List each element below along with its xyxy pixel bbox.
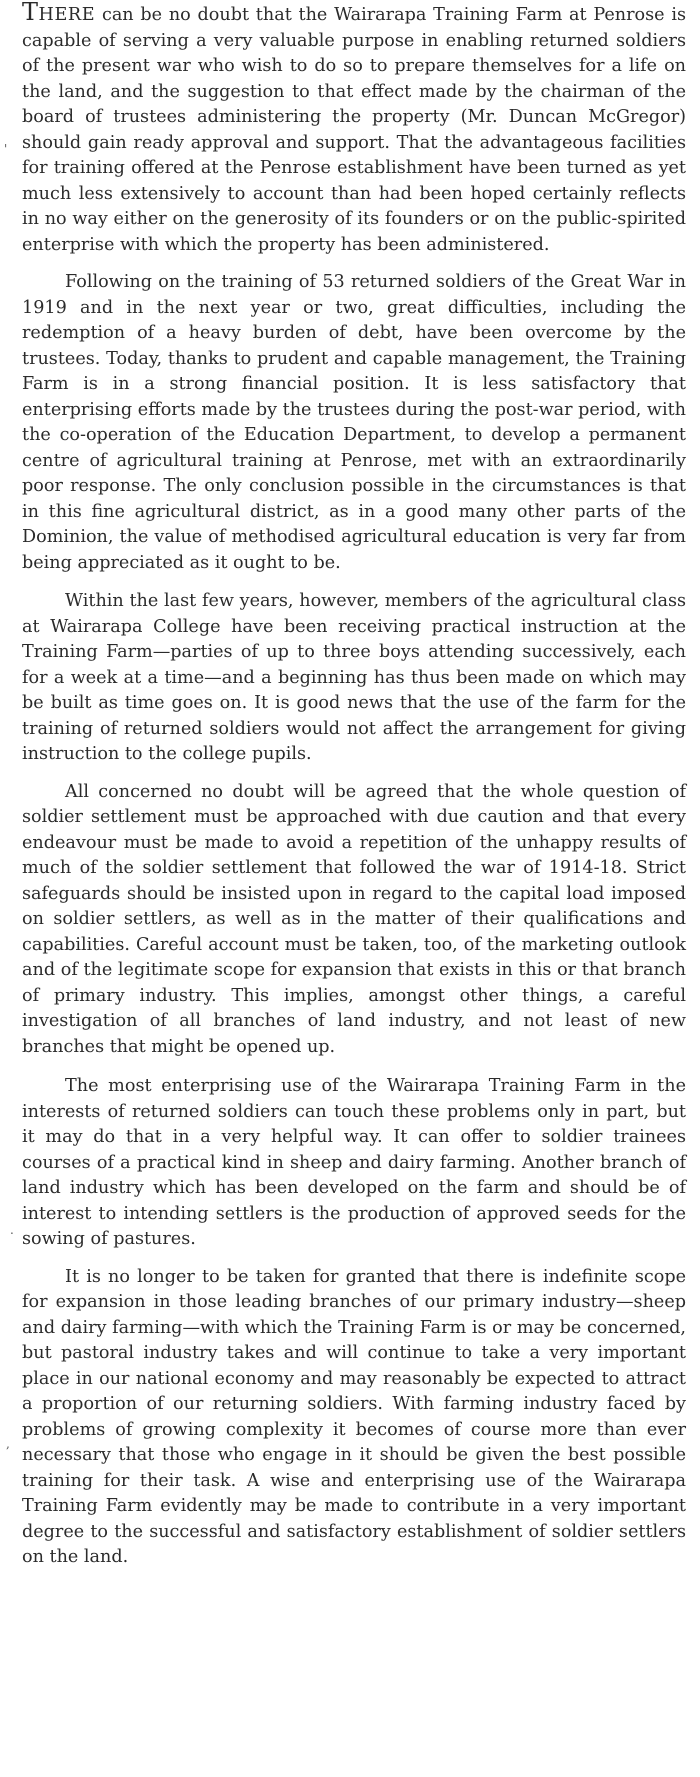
lead-word: HERE (38, 5, 96, 25)
margin-speck: , (6, 1437, 10, 1451)
article (22, 0, 686, 1571)
paragraph-1 (22, 2, 686, 258)
paragraph-2: Following on the training of 53 returned soldiers of the Great War in 1919 and in the next year or two, great difficulties, including the redemption of a heavy burden of debt, have been overcome by the trustees. Today, thanks to prudent and capable management, the Training Farm is in a strong financial position. It is less satisfactory that enterprising efforts made by the trustees during the post-war period, with the co-operation of the Education Department, to develop a permanent centre of agricultural training at Penrose, met with an extraordinarily poor response. The only conclusion possible in the circumstances is that in this fine agricultural district, as in a good many other parts of the Dominion, the value of methodised agricultural education is very far from being appreciated as it ought to be. (22, 272, 686, 573)
paragraph-6: It is no longer to be taken for granted that there is indefinite scope for expansion in those leading branches of our primary industry—sheep and dairy farming—with which the Training Farm is or may be concerned, but pastoral industry takes and will continue to take a very important place in our national economy and may reasonably be expected to attract a proportion of our returning soldiers. With farming industry faced by problems of growing complexity it becomes of course more than ever necessary that those who engage in it should be given the best possible training for their task. A wise and enterprising use of the Wairarapa Training Farm evidently may be made to contribute in a very important degree to the successful and satisfactory establishment of soldier settlers on the land. (22, 1266, 686, 1567)
margin-speck: . (10, 1223, 14, 1237)
paragraph-4: All concerned no doubt will be agreed that the whole question of soldier settlement must be approached with due caution and that every endeavour must be made to avoid a repetition of the unhappy results of much of the soldier settlement that followed the war of 1914-18. Strict safeguards should be insisted upon in regard to the capital load imposed on soldier settlers, as well as in the matter of their qualifications and capabilities. Careful account must be taken, too, of the marketing outlook and of the legitimate scope for expansion that exists in this or that branch of primary industry. This implies, amongst other things, a careful investigation of all branches of land industry, and not least of new branches that might be opened up. (22, 781, 686, 1057)
paragraph-1-text: can be no doubt that the Wairarapa Training Farm at Penrose is capable of serving a very valuable purpose in enabling returned soldiers of the present war who wish to do so to prepare themselves for a life on the land, and the suggestion to that effect made by the chairman of the board of trustees administering the property (Mr. Duncan McGregor) should gain ready approval and support. That the advantageous facilities for training offered at the Penrose establishment have been turned as yet much less extensively to account than had been hoped certainly reflects in no way either on the generosity of its founders or on the public-spirited enterprise with which the property has been administered. (22, 5, 686, 255)
paragraph-3: Within the last few years, however, members of the agricultural class at Wairarapa College have been receiving practical instruction at the Training Farm—parties of up to three boys attending successively, each for a week at a time—and a beginning has thus been made on which may be built as time goes on. It is good news that the use of the farm for the training of returned soldiers would not affect the arrangement for giving instruction to the college pupils. (22, 591, 686, 764)
paragraph-5: The most enterprising use of the Wairarapa Training Farm in the interests of returned soldiers can touch these problems only in part, but it may do that in a very helpful way. It can offer to soldier trainees courses of a practical kind in sheep and dairy farming. Another branch of land industry which has been developed on the farm and should be of interest to intending settlers is the production of approved seeds for the sowing of pastures. (22, 1076, 686, 1249)
drop-cap: T (22, 0, 39, 26)
margin-speck: ' (4, 142, 8, 156)
